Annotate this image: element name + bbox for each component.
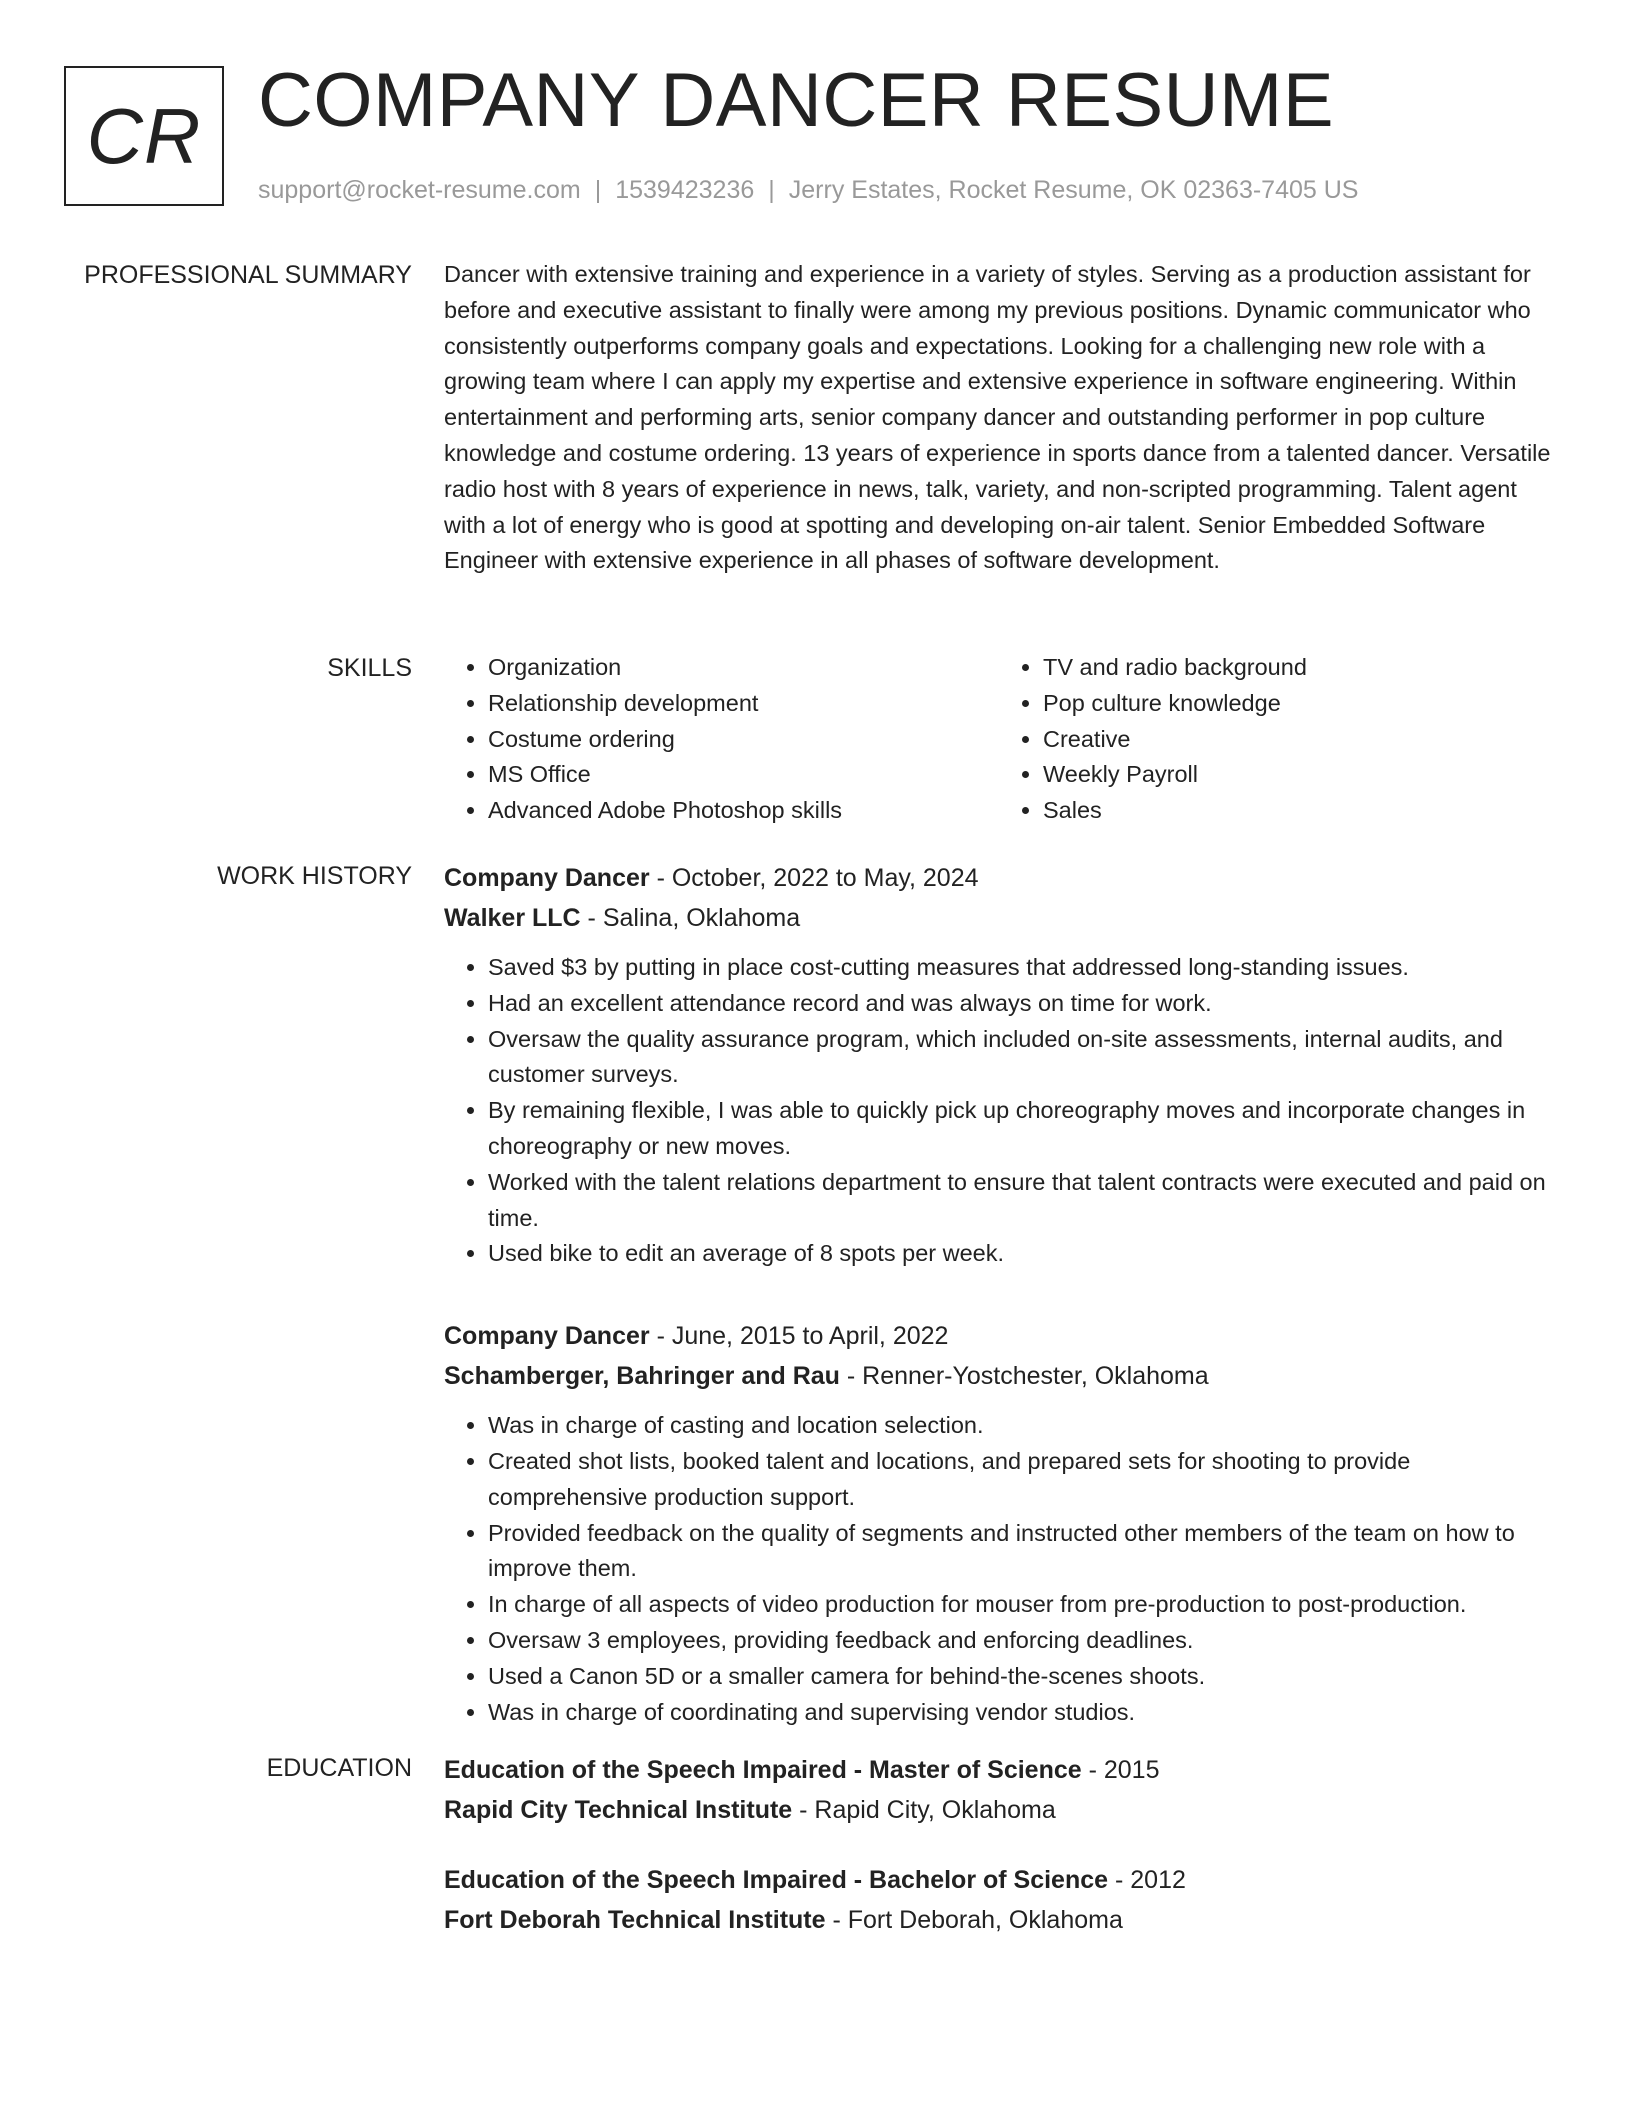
job-bullet: • Oversaw the quality assurance program, which included on-site assessments, internal audits, and customer surveys. xyxy=(488,1022,1554,1094)
job-bullet: • Provided feedback on the quality of segments and instructed other members of the team on how to improve them. xyxy=(488,1516,1554,1588)
skill-item: • Costume ordering xyxy=(488,722,999,758)
skill-item: • MS Office xyxy=(488,757,999,793)
skill-item: • Advanced Adobe Photoshop skills xyxy=(488,793,999,829)
job-org-line xyxy=(444,898,1554,938)
section-label-education: EDUCATION xyxy=(266,1754,412,1782)
education-school-line xyxy=(444,1900,1554,1940)
job-bullets xyxy=(444,950,1554,1272)
work-history-body xyxy=(444,858,1554,1774)
skill-item: • Weekly Payroll xyxy=(1043,757,1554,793)
skill-item: • Relationship development xyxy=(488,686,999,722)
monogram: CR xyxy=(64,66,224,206)
contact-separator: | xyxy=(594,176,602,204)
education-year: - 2012 xyxy=(1108,1866,1186,1894)
contact-address: Jerry Estates, Rocket Resume, OK 02363-7405 US xyxy=(788,176,1359,204)
contact-phone[interactable]: 1539423236 xyxy=(615,176,755,204)
education-degree: Education of the Speech Impaired - Master of Science xyxy=(444,1756,1082,1784)
job-location: - Salina, Oklahoma xyxy=(580,904,801,932)
job-company: Schamberger, Bahringer and Rau xyxy=(444,1362,840,1391)
education-body xyxy=(444,1750,1554,1970)
contact-email[interactable]: support@rocket-resume.com xyxy=(258,176,581,204)
job-bullet: • By remaining flexible, I was able to quickly pick up choreography moves and incorporate changes in choreography or new moves. xyxy=(488,1093,1554,1165)
job-entry xyxy=(444,858,1554,1272)
job-bullet: • Oversaw 3 employees, providing feedback and enforcing deadlines. xyxy=(488,1623,1554,1659)
education-degree-line xyxy=(444,1860,1554,1900)
job-dates: - June, 2015 to April, 2022 xyxy=(649,1322,949,1351)
job-company: Walker LLC xyxy=(444,904,581,932)
section-label-summary: PROFESSIONAL SUMMARY xyxy=(84,261,412,289)
contact-separator: | xyxy=(768,176,775,204)
job-title: Company Dancer xyxy=(444,864,650,892)
skill-item: • Sales xyxy=(1043,793,1554,829)
education-year: - 2015 xyxy=(1081,1756,1160,1784)
education-entry xyxy=(444,1750,1554,1830)
education-school: Fort Deborah Technical Institute xyxy=(444,1906,826,1934)
job-bullet: • In charge of all aspects of video production for mouser from pre-production to post-production. xyxy=(488,1587,1554,1623)
job-bullet: • Was in charge of coordinating and supervising vendor studios. xyxy=(488,1695,1554,1731)
education-school-line xyxy=(444,1790,1554,1830)
job-title-line xyxy=(444,1316,1554,1356)
job-bullet: • Used a Canon 5D or a smaller camera for behind-the-scenes shoots. xyxy=(488,1659,1554,1695)
job-bullet: • Was in charge of casting and location selection. xyxy=(488,1408,1554,1444)
skill-item: • TV and radio background xyxy=(1043,650,1554,686)
job-bullet: • Saved $3 by putting in place cost-cutting measures that addressed long-standing issues. xyxy=(488,950,1554,986)
job-location: - Renner-Yostchester, Oklahoma xyxy=(839,1362,1209,1391)
skills-body xyxy=(444,650,1554,829)
education-degree: Education of the Speech Impaired - Bachelor of Science xyxy=(444,1866,1109,1894)
skill-item: • Creative xyxy=(1043,722,1554,758)
skill-item: • Pop culture knowledge xyxy=(1043,686,1554,722)
education-school: Rapid City Technical Institute xyxy=(444,1796,793,1824)
education-entry xyxy=(444,1860,1554,1940)
section-label-skills: SKILLS xyxy=(327,654,412,682)
job-bullet: • Had an excellent attendance record and was always on time for work. xyxy=(488,986,1554,1022)
education-degree-line xyxy=(444,1750,1554,1790)
summary-body xyxy=(444,257,1554,579)
education-location: - Rapid City, Oklahoma xyxy=(792,1796,1056,1824)
skills-list-right xyxy=(999,650,1554,829)
job-bullet: • Created shot lists, booked talent and locations, and prepared sets for shooting to provide comprehensive production support. xyxy=(488,1444,1554,1516)
summary-text: Dancer with extensive training and experience in a variety of styles. Serving as a production assistant for before and executive assistant to finally were among my previous positions. Dynamic communicator who consistently outperforms company goals and expectations. Looking for a challenging new role with a growing team where I can apply my expertise and extensive experience in software engineering. Within entertainment and performing arts, senior company dancer and outstanding performer in pop culture knowledge and costume ordering. 13 years of experience in sports dance from a talented dancer. Versatile radio host with 8 years of experience in news, talk, variety, and non-scripted programming. Talent agent with a lot of energy who is good at spotting and developing on-air talent. Senior Embedded Software Engineer with extensive experience in all phases of software development. xyxy=(444,261,1551,574)
resume-title: COMPANY DANCER RESUME xyxy=(258,58,1335,143)
skill-item: • Organization xyxy=(488,650,999,686)
job-bullets xyxy=(444,1408,1554,1730)
job-entry xyxy=(444,1316,1554,1730)
job-bullet: • Worked with the talent relations department to ensure that talent contracts were executed and paid on time. xyxy=(488,1165,1554,1237)
job-title: Company Dancer xyxy=(444,1322,650,1351)
contact-line xyxy=(258,174,1358,206)
job-title-line xyxy=(444,858,1554,898)
job-org-line xyxy=(444,1356,1554,1396)
education-location: - Fort Deborah, Oklahoma xyxy=(825,1906,1123,1934)
job-bullet: • Used bike to edit an average of 8 spots per week. xyxy=(488,1236,1554,1272)
job-dates: - October, 2022 to May, 2024 xyxy=(649,864,979,892)
section-label-work: WORK HISTORY xyxy=(217,862,412,890)
skills-list-left xyxy=(444,650,999,829)
